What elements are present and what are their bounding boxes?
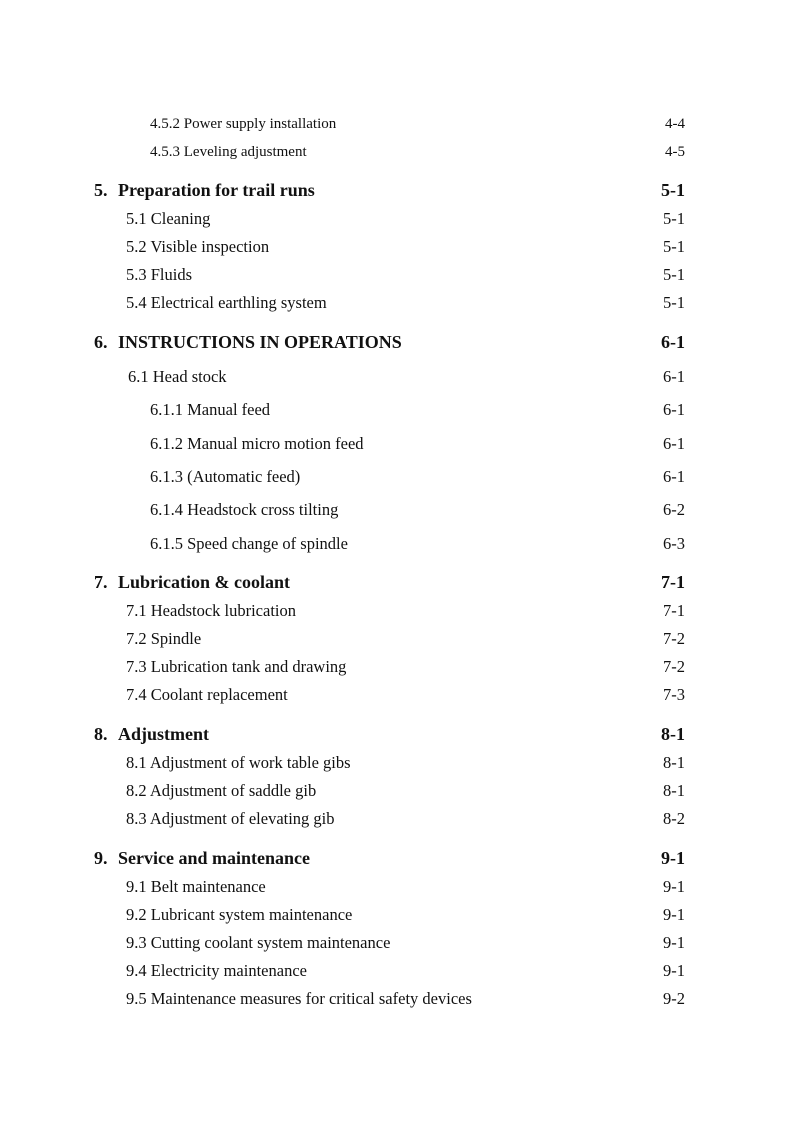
toc-entry-title: 8.3 Adjustment of elevating gib (126, 809, 335, 828)
toc-entry-title: 7.2 Spindle (126, 629, 202, 648)
toc-entry-page: 9-1 (663, 933, 685, 952)
toc-entry-title: 5.3 Fluids (126, 265, 193, 284)
toc-entry-title: 9.2 Lubricant system maintenance (126, 905, 353, 924)
toc-entry-title: 6.1.4 Headstock cross tilting (150, 500, 339, 519)
toc-entry-page: 6-1 (661, 332, 685, 352)
toc-entry-title: 4.5.2 Power supply installation (150, 116, 337, 132)
toc-entry (0, 498, 793, 522)
toc-entry-page: 5-1 (663, 237, 685, 256)
toc-entry-page: 6-1 (663, 400, 685, 419)
toc-entry-title: 6.1.3 (Automatic feed) (150, 467, 301, 486)
toc-entry-page: 8-1 (663, 781, 685, 800)
toc-entry (0, 903, 793, 927)
toc-section-title: Lubrication & coolant (118, 572, 291, 592)
toc-entry (0, 751, 793, 775)
toc-entry-page: 4-4 (665, 116, 685, 132)
toc-section-heading (0, 846, 793, 870)
toc-section-number: 5. (94, 180, 108, 200)
toc-section-number: 9. (94, 848, 108, 868)
toc-entry-page: 7-2 (663, 657, 685, 676)
toc-section-number: 7. (94, 572, 108, 592)
toc-entry-page: 9-2 (663, 989, 685, 1008)
toc-entry-page: 6-3 (663, 534, 685, 553)
toc-entry-title: 6.1.5 Speed change of spindle (150, 534, 348, 553)
toc-entry (0, 398, 793, 422)
toc-section-heading (0, 570, 793, 594)
toc-entry-page: 5-1 (661, 180, 685, 200)
toc-entry (0, 207, 793, 231)
toc-entry-page: 9-1 (663, 905, 685, 924)
toc-section-title: Service and maintenance (118, 848, 310, 868)
toc-entry (0, 235, 793, 259)
toc-entry (0, 807, 793, 831)
toc-entry-title: 8.1 Adjustment of work table gibs (126, 753, 351, 772)
toc-section-number: 8. (94, 724, 108, 744)
toc-entry (0, 987, 793, 1011)
toc-section-title: Adjustment (118, 724, 210, 744)
toc-section-heading (0, 178, 793, 202)
toc-entry-title: 5.1 Cleaning (126, 209, 211, 228)
toc-entry-title: 8.2 Adjustment of saddle gib (126, 781, 317, 800)
toc-entry-page: 8-1 (663, 753, 685, 772)
toc-entry (0, 112, 793, 136)
toc-entry-title: 7.3 Lubrication tank and drawing (126, 657, 347, 676)
toc-entry-title: 5.2 Visible inspection (126, 237, 270, 256)
toc-entry (0, 627, 793, 651)
toc-entry-title: 6.1 Head stock (128, 367, 227, 386)
toc-entry-title: 7.4 Coolant replacement (126, 685, 288, 704)
toc-entry (0, 263, 793, 287)
toc-entry-page: 7-3 (663, 685, 685, 704)
toc-section-title: INSTRUCTIONS IN OPERATIONS (118, 332, 402, 352)
toc-entry (0, 432, 793, 456)
toc-entry (0, 683, 793, 707)
toc-entry-page: 7-1 (661, 572, 685, 592)
toc-entry-title: 6.1.1 Manual feed (150, 400, 271, 419)
toc-entry-page: 7-1 (663, 601, 685, 620)
toc-entry (0, 140, 793, 164)
toc-entry-title: 9.1 Belt maintenance (126, 877, 266, 896)
toc-section-number: 6. (94, 332, 108, 352)
toc-entry-title: 7.1 Headstock lubrication (126, 601, 296, 620)
toc-entry-page: 6-1 (663, 434, 685, 453)
toc-entry (0, 465, 793, 489)
toc-entry-page: 4-5 (665, 144, 685, 160)
toc-entry (0, 365, 793, 389)
toc-entry-page: 5-1 (663, 293, 685, 312)
toc-entry (0, 779, 793, 803)
toc-entry-title: 6.1.2 Manual micro motion feed (150, 434, 364, 453)
toc-entry (0, 959, 793, 983)
toc-entry (0, 532, 793, 556)
toc-section-heading (0, 330, 793, 354)
toc-section-heading (0, 722, 793, 746)
toc-entry-page: 8-2 (663, 809, 685, 828)
toc-entry (0, 291, 793, 315)
toc-entry-page: 5-1 (663, 265, 685, 284)
toc-entry (0, 599, 793, 623)
toc-entry-page: 6-2 (663, 500, 685, 519)
toc-entry-page: 6-1 (663, 367, 685, 386)
toc-entry-page: 6-1 (663, 467, 685, 486)
toc-section-title: Preparation for trail runs (118, 180, 315, 200)
toc-entry (0, 931, 793, 955)
toc-entry-title: 4.5.3 Leveling adjustment (150, 144, 307, 160)
toc-entry-page: 9-1 (663, 961, 685, 980)
toc-entry (0, 655, 793, 679)
toc-entry-page: 7-2 (663, 629, 685, 648)
toc-entry-title: 9.5 Maintenance measures for critical safety devices (126, 989, 472, 1008)
toc-entry-title: 5.4 Electrical earthling system (126, 293, 327, 312)
toc-entry-title: 9.3 Cutting coolant system maintenance (126, 933, 391, 952)
toc-entry-title: 9.4 Electricity maintenance (126, 961, 307, 980)
toc-entry-page: 9-1 (663, 877, 685, 896)
toc-entry-page: 5-1 (663, 209, 685, 228)
toc-entry-page: 9-1 (661, 848, 685, 868)
toc-entry (0, 875, 793, 899)
toc-entry-page: 8-1 (661, 724, 685, 744)
